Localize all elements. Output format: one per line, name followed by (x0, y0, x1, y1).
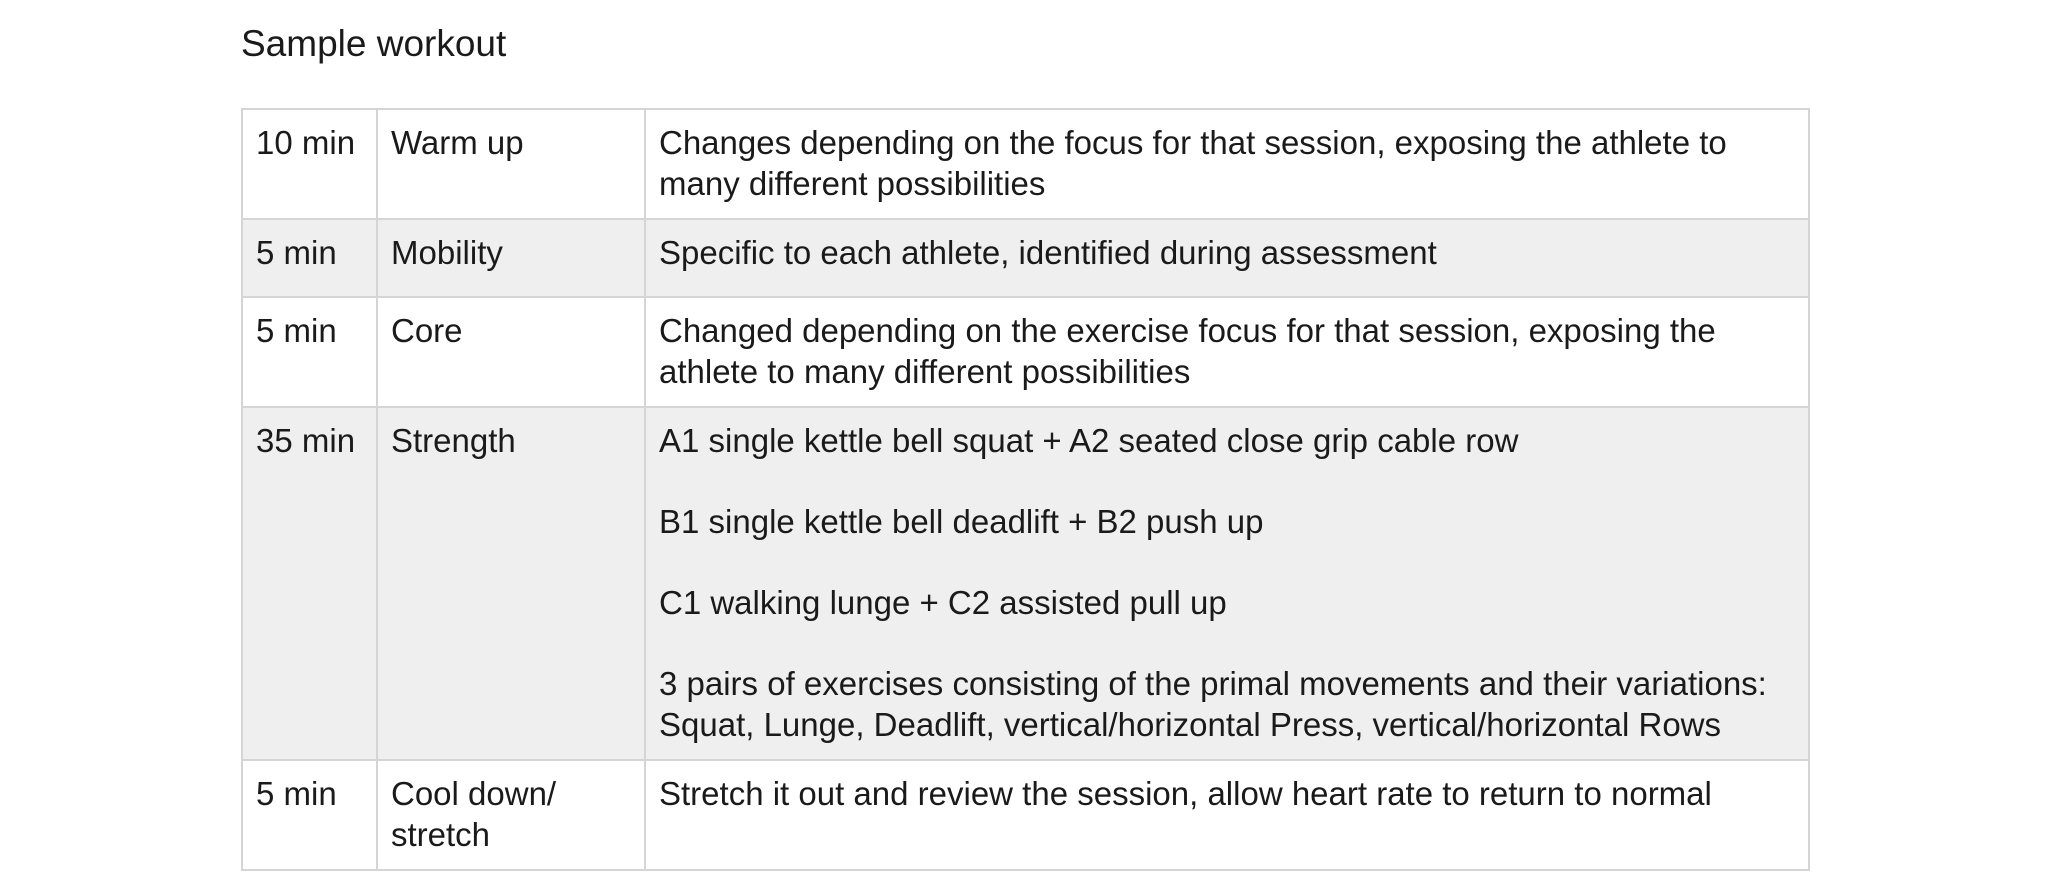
phase-cell: Strength (377, 407, 645, 760)
exercise-pair-b: B1 single kettle bell deadlift + B2 push up (659, 503, 1264, 540)
phase-cell: Mobility (377, 219, 645, 297)
description-cell (645, 109, 1809, 219)
duration-cell: 35 min (242, 407, 377, 760)
exercise-pair-c: C1 walking lunge + C2 assisted pull up (659, 584, 1227, 621)
duration-cell: 5 min (242, 760, 377, 870)
table-row (242, 407, 1809, 760)
workout-table (241, 108, 1810, 871)
description-cell (645, 297, 1809, 407)
duration-cell: 5 min (242, 297, 377, 407)
duration-cell: 10 min (242, 109, 377, 219)
description-cell (645, 407, 1809, 760)
table-row (242, 109, 1809, 219)
description-cell (645, 219, 1809, 297)
description-text: Changed depending on the exercise focus for that session, exposing the athlete to many different possibilities (659, 312, 1716, 390)
description-text: Specific to each athlete, identified during assessment (659, 234, 1437, 271)
phase-cell: Core (377, 297, 645, 407)
phase-cell: Warm up (377, 109, 645, 219)
description-text: Changes depending on the focus for that session, exposing the athlete to many different possibilities (659, 124, 1727, 202)
phase-cell: Cool down/ stretch (377, 760, 645, 870)
page-title: Sample workout (241, 23, 507, 64)
description-text: 3 pairs of exercises consisting of the primal movements and their variations: Squat, Lunge, Deadlift, vertical/horizontal Press, vertical/horizontal Rows (659, 665, 1767, 743)
duration-cell: 5 min (242, 219, 377, 297)
table-row (242, 297, 1809, 407)
table-row (242, 760, 1809, 870)
exercise-pair-a: A1 single kettle bell squat + A2 seated close grip cable row (659, 422, 1519, 459)
description-cell (645, 760, 1809, 870)
description-text: Stretch it out and review the session, allow heart rate to return to normal (659, 775, 1712, 812)
table-row (242, 219, 1809, 297)
